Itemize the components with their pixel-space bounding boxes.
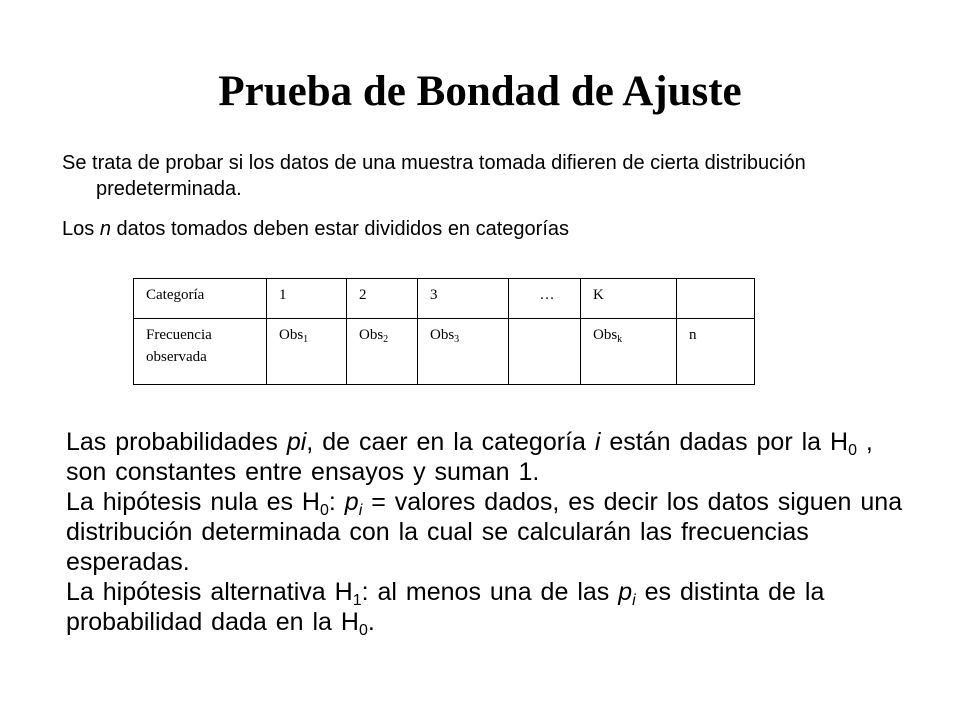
body-paragraph-1: [66, 427, 918, 487]
body-text: [66, 427, 918, 637]
table-cell: [347, 319, 418, 385]
subscript: 0: [358, 622, 368, 639]
obs-subscript: 2: [383, 334, 389, 345]
subscript: 0: [848, 442, 857, 459]
table-cell: 3: [418, 279, 509, 319]
category-table: [133, 278, 755, 385]
subscript: 1: [352, 592, 362, 609]
table-cell: Frecuencia observada: [134, 319, 267, 385]
text-italic: i: [632, 592, 636, 609]
table-cell: [509, 319, 581, 385]
text: Las probabilidades: [66, 428, 287, 456]
text: están dadas por la H: [600, 428, 849, 456]
table-row: [134, 279, 755, 319]
text-italic: p: [344, 488, 359, 516]
intro-paragraph-1: Se trata de probar si los datos de una muestra tomada difieren de cierta distribución predeterminada.: [62, 152, 806, 200]
body-paragraph-3: [66, 577, 918, 637]
table-cell: 1: [267, 279, 347, 319]
obs-subscript: k: [617, 334, 623, 345]
text: = valores dados, es decir los datos siguen una distribución determinada con la cual se calcularán las frecuencias esperadas.: [66, 488, 903, 576]
text: :: [328, 488, 345, 516]
subscript: 0: [319, 502, 329, 519]
text: es distinta de la probabilidad dada en la H: [66, 578, 825, 636]
table-cell: …: [509, 279, 581, 319]
obs-label: Obs: [279, 327, 304, 343]
table-cell: Categoría: [134, 279, 267, 319]
table-cell: n: [677, 319, 755, 385]
text: : al menos una de las: [361, 578, 619, 606]
body-paragraph-2: [66, 487, 918, 577]
obs-label: Obs: [593, 327, 618, 343]
intro-paragraph-2: [62, 216, 882, 242]
obs-subscript: 3: [454, 334, 460, 345]
obs-label: Obs: [430, 327, 455, 343]
text: La hipótesis nula es H: [66, 488, 320, 516]
text-italic: i: [594, 428, 601, 456]
intro-p2-text: datos tomados deben estar divididos en categorías: [110, 218, 570, 240]
table-cell: K: [581, 279, 677, 319]
intro-p2-text: Los: [62, 218, 100, 240]
text-italic: p: [618, 578, 633, 606]
text: .: [367, 608, 375, 636]
slide-title: Prueba de Bondad de Ajuste: [218, 68, 742, 115]
table-cell: [677, 279, 755, 319]
table-cell: [267, 319, 347, 385]
text-italic: i: [358, 502, 363, 519]
table-cell: [418, 319, 509, 385]
text: La hipótesis alternativa H: [66, 578, 353, 606]
intro-text: [62, 150, 882, 242]
text: , son constantes entre ensayos y suman 1.: [66, 428, 873, 486]
table-cell: [581, 319, 677, 385]
obs-label: Obs: [359, 327, 384, 343]
table-row: [134, 319, 755, 385]
obs-subscript: 1: [303, 334, 309, 345]
intro-p2-var: n: [99, 218, 111, 240]
table-cell: 2: [347, 279, 418, 319]
text-italic: pi: [286, 428, 307, 456]
text: , de caer en la categoría: [306, 428, 595, 456]
